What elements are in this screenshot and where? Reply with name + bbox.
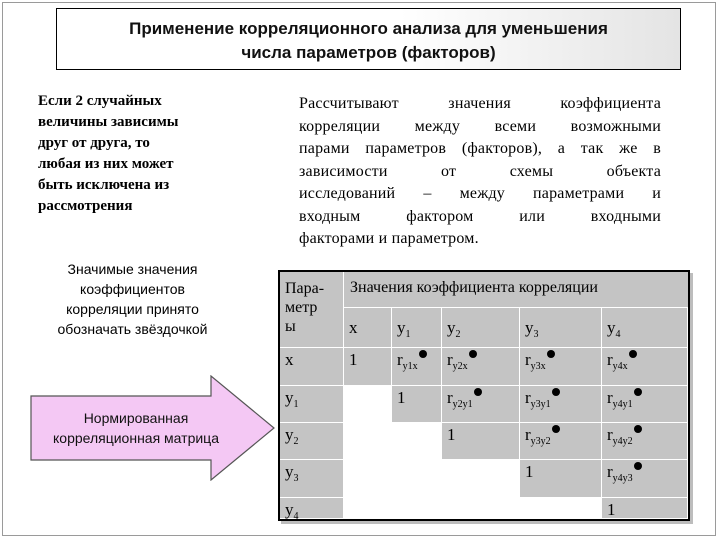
row-head-subscript: 3 [293,473,299,484]
matrix-cell-empty [344,386,392,423]
matrix-cell [602,423,688,460]
dependence-note-line: быть исключена из [38,177,170,193]
matrix-cell-subscript: y4x [612,361,628,372]
significance-note-line: Значимые значения [67,261,198,277]
parameters-header [280,272,344,348]
significance-star-icon [629,350,637,358]
column-head [344,308,392,348]
matrix-cell-empty [442,498,520,519]
matrix-cell-symbol: r [607,425,613,444]
slide-title [56,8,681,70]
row-head-subscript: 2 [293,436,299,447]
normalized-matrix-label-line: Нормированная [83,410,189,426]
matrix-cell-symbol: r [607,462,613,481]
calculation-line: факторами и параметром. [299,230,479,247]
row-head [280,386,344,423]
row-head-symbol: y [285,500,294,519]
dependence-note-line: друг от друга, то [38,135,150,151]
significance-note [30,259,235,339]
significance-note-line: коэффициентов [80,281,185,297]
matrix-cell-symbol: r [447,350,453,369]
calculation-line: корреляции между всеми возможными [299,117,661,135]
significance-star-icon [419,350,427,358]
column-head [520,308,602,348]
dependence-note [38,91,238,217]
matrix-cell-subscript: y4y1 [612,399,633,410]
matrix-cell-subscript: y3y1 [530,399,551,410]
matrix-cell-empty [442,460,520,498]
coefficients-header: Значения коэффициента корреляции [344,272,688,308]
significance-star-icon [634,388,642,396]
matrix-cell [442,386,520,423]
matrix-cell-symbol: r [447,388,453,407]
column-head-subscript: 2 [455,329,461,340]
column-head-subscript: 4 [615,329,621,340]
parameters-header-line: ы [285,318,296,335]
significance-star-icon [469,350,477,358]
column-head-symbol: y [525,318,534,337]
matrix-cell-subscript: y3x [530,361,546,372]
matrix-cell [392,348,442,386]
matrix-cell [520,348,602,386]
normalized-matrix-label [30,408,242,448]
matrix-cell-empty [344,460,392,498]
dependence-note-line: рассмотрения [38,198,133,214]
significance-star-icon [634,462,642,470]
matrix-cell-symbol: r [397,350,403,369]
matrix-cell [392,386,442,423]
matrix-cell-symbol: 1 [349,350,358,369]
matrix-cell-symbol: r [525,388,531,407]
matrix-cell-subscript: y3y2 [530,436,551,447]
title-line-1: Применение корреляционного анализа для уменьшения [129,19,608,38]
matrix-cell-subscript: y1x [402,361,418,372]
significance-note-line: обозначать звёздочкой [57,321,208,337]
matrix-cell [344,348,392,386]
matrix-cell-subscript: y2y1 [452,399,473,410]
matrix-cell [602,498,688,519]
matrix-cell-empty [392,423,442,460]
significance-note-line: корреляции принято [66,301,199,317]
matrix-cell-empty [392,460,442,498]
column-head [442,308,520,348]
column-head [602,308,688,348]
row-head [280,348,344,386]
row-head-subscript: 4 [293,511,299,522]
calculation-line: входным фактором или входными [299,207,661,225]
parameters-header-line: метр [285,299,318,316]
matrix-cell-symbol: r [607,388,613,407]
dependence-note-line: Если 2 случайных [38,93,162,109]
dependence-note-line: величины зависимы [38,114,179,130]
matrix-cell-empty [520,498,602,519]
matrix-cell-symbol: 1 [607,500,616,519]
significance-star-icon [552,388,560,396]
row-head-symbol: y [285,462,294,481]
row-head-symbol: x [285,350,294,369]
column-head-symbol: x [349,318,358,337]
correlation-matrix-table [278,270,690,521]
parameters-header-line: Пара- [285,280,325,297]
calculation-paragraph [299,93,661,251]
matrix-cell [520,423,602,460]
row-head-subscript: 1 [293,399,299,410]
matrix-cell-symbol: r [525,425,531,444]
matrix-cell-symbol: r [607,350,613,369]
significance-star-icon [634,425,642,433]
row-head [280,460,344,498]
matrix-cell-empty [344,498,392,519]
matrix-cell-symbol: 1 [397,388,406,407]
row-head-symbol: y [285,388,294,407]
matrix-cell-empty [392,498,442,519]
row-head [280,498,344,522]
row-head [280,423,344,460]
matrix-cell-empty [344,423,392,460]
column-head [392,308,442,348]
significance-star-icon [474,388,482,396]
calculation-line: исследований – между параметрами и [299,185,661,202]
matrix-cell-symbol: r [525,350,531,369]
matrix-cell-subscript: y4y3 [612,473,633,484]
calculation-line: Рассчитывают значения коэффициента [299,95,661,112]
matrix-cell-symbol: 1 [447,425,456,444]
matrix-cell-symbol: 1 [525,462,534,481]
matrix-cell [520,386,602,423]
significance-star-icon [547,350,555,358]
calculation-line: зависимости от схемы объекта [299,162,661,180]
matrix-cell [442,348,520,386]
matrix-cell [442,423,520,460]
matrix-cell-subscript: y2x [452,361,468,372]
matrix-cell [520,460,602,498]
column-head-symbol: y [447,318,456,337]
dependence-note-line: любая из них может [38,156,174,172]
title-line-2: числа параметров (факторов) [241,43,496,62]
column-head-subscript: 3 [533,329,539,340]
column-head-symbol: y [607,318,616,337]
matrix-cell [602,386,688,423]
row-head-symbol: y [285,425,294,444]
column-head-symbol: y [397,318,406,337]
matrix-cell [602,460,688,498]
column-head-subscript: 1 [405,329,411,340]
calculation-line: парами параметров (факторов), а так же в [299,140,661,157]
normalized-matrix-label-line: корреляционная матрица [53,430,219,446]
significance-star-icon [552,425,560,433]
matrix-cell-subscript: y4y2 [612,436,633,447]
matrix-cell [602,348,688,386]
